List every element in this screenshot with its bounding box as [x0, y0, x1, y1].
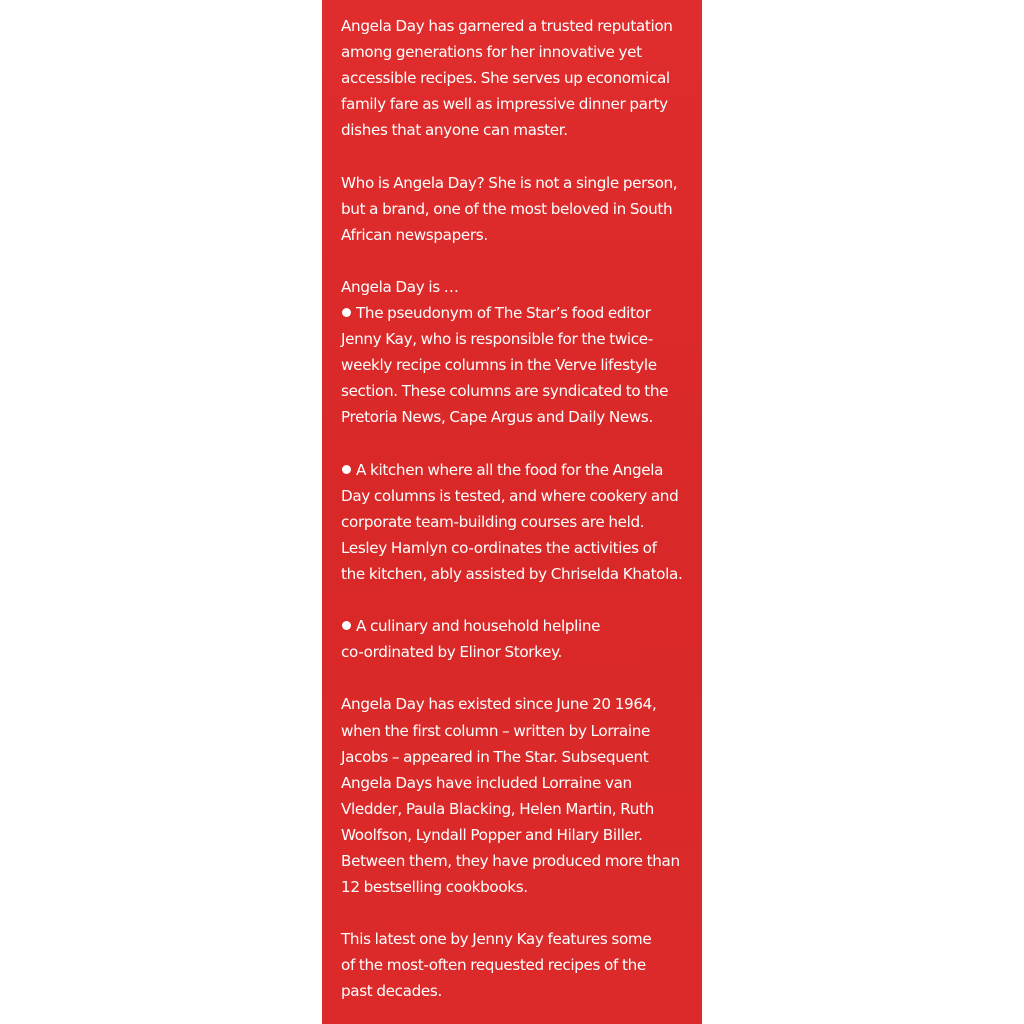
text-line: This latest one by Jenny Kay features some	[341, 930, 652, 949]
bullet-icon	[342, 621, 351, 630]
bullet-line	[341, 457, 696, 483]
text-line: section. These columns are syndicated to the	[341, 382, 669, 401]
who-paragraph	[341, 170, 696, 248]
text-line: but a brand, one of the most beloved in South	[341, 199, 673, 218]
text-line: Angela Day has garnered a trusted reputation	[341, 17, 673, 35]
text-line: Who is Angela Day? She is not a single person,	[341, 173, 678, 192]
text-line: Lesley Hamlyn co-ordinates the activities of	[341, 538, 657, 557]
text-line: past decades.	[341, 982, 442, 1001]
angela-day-is-paragraph	[341, 274, 696, 431]
intro-paragraph	[341, 13, 696, 143]
bullet-icon	[342, 465, 351, 474]
history-paragraph	[341, 691, 696, 900]
text-line: co-ordinated by Elinor Storkey.	[341, 643, 563, 662]
book-flap-panel	[322, 0, 702, 1024]
text-line: Jacobs – appeared in The Star. Subsequent	[341, 747, 649, 766]
text-line: Pretoria News, Cape Argus and Daily News.	[341, 408, 653, 427]
text-line: Vledder, Paula Blacking, Helen Martin, Ruth	[341, 799, 654, 818]
flap-text	[341, 13, 696, 1024]
closing-paragraph	[341, 926, 696, 1004]
text-line: the kitchen, ably assisted by Chriselda Khatola.	[341, 564, 683, 583]
text-line: Day columns is tested, and where cookery and	[341, 486, 679, 505]
text-line: accessible recipes. She serves up economical	[341, 69, 670, 88]
text-line: Angela Day is …	[341, 277, 459, 296]
text-line: of the most-often requested recipes of the	[341, 956, 646, 975]
text-line: dishes that anyone can master.	[341, 121, 568, 140]
helpline-paragraph	[341, 613, 696, 665]
text-line: weekly recipe columns in the Verve lifestyle	[341, 356, 657, 375]
bullet-line	[341, 613, 696, 639]
kitchen-paragraph	[341, 457, 696, 587]
bullet-text: A culinary and household helpline	[356, 617, 601, 636]
text-line: Jenny Kay, who is responsible for the twice-	[341, 330, 653, 349]
text-line: when the first column – written by Lorraine	[341, 721, 650, 740]
bullet-text: The pseudonym of The Star’s food editor	[356, 304, 651, 323]
text-line: Between them, they have produced more than	[341, 852, 680, 870]
text-line: family fare as well as impressive dinner party	[341, 95, 668, 114]
text-line: Angela Days have included Lorraine van	[341, 773, 632, 792]
text-line: Angela Day has existed since June 20 1964,	[341, 695, 657, 714]
text-line: among generations for her innovative yet	[341, 43, 642, 62]
bullet-text: A kitchen where all the food for the Angela	[356, 460, 664, 479]
text-line: African newspapers.	[341, 225, 488, 244]
text-line: corporate team-building courses are held.	[341, 512, 645, 531]
text-line: 12 bestselling cookbooks.	[341, 878, 528, 897]
text-line: Woolfson, Lyndall Popper and Hilary Biller.	[341, 825, 643, 844]
bullet-icon	[342, 308, 351, 317]
bullet-line	[341, 300, 696, 326]
